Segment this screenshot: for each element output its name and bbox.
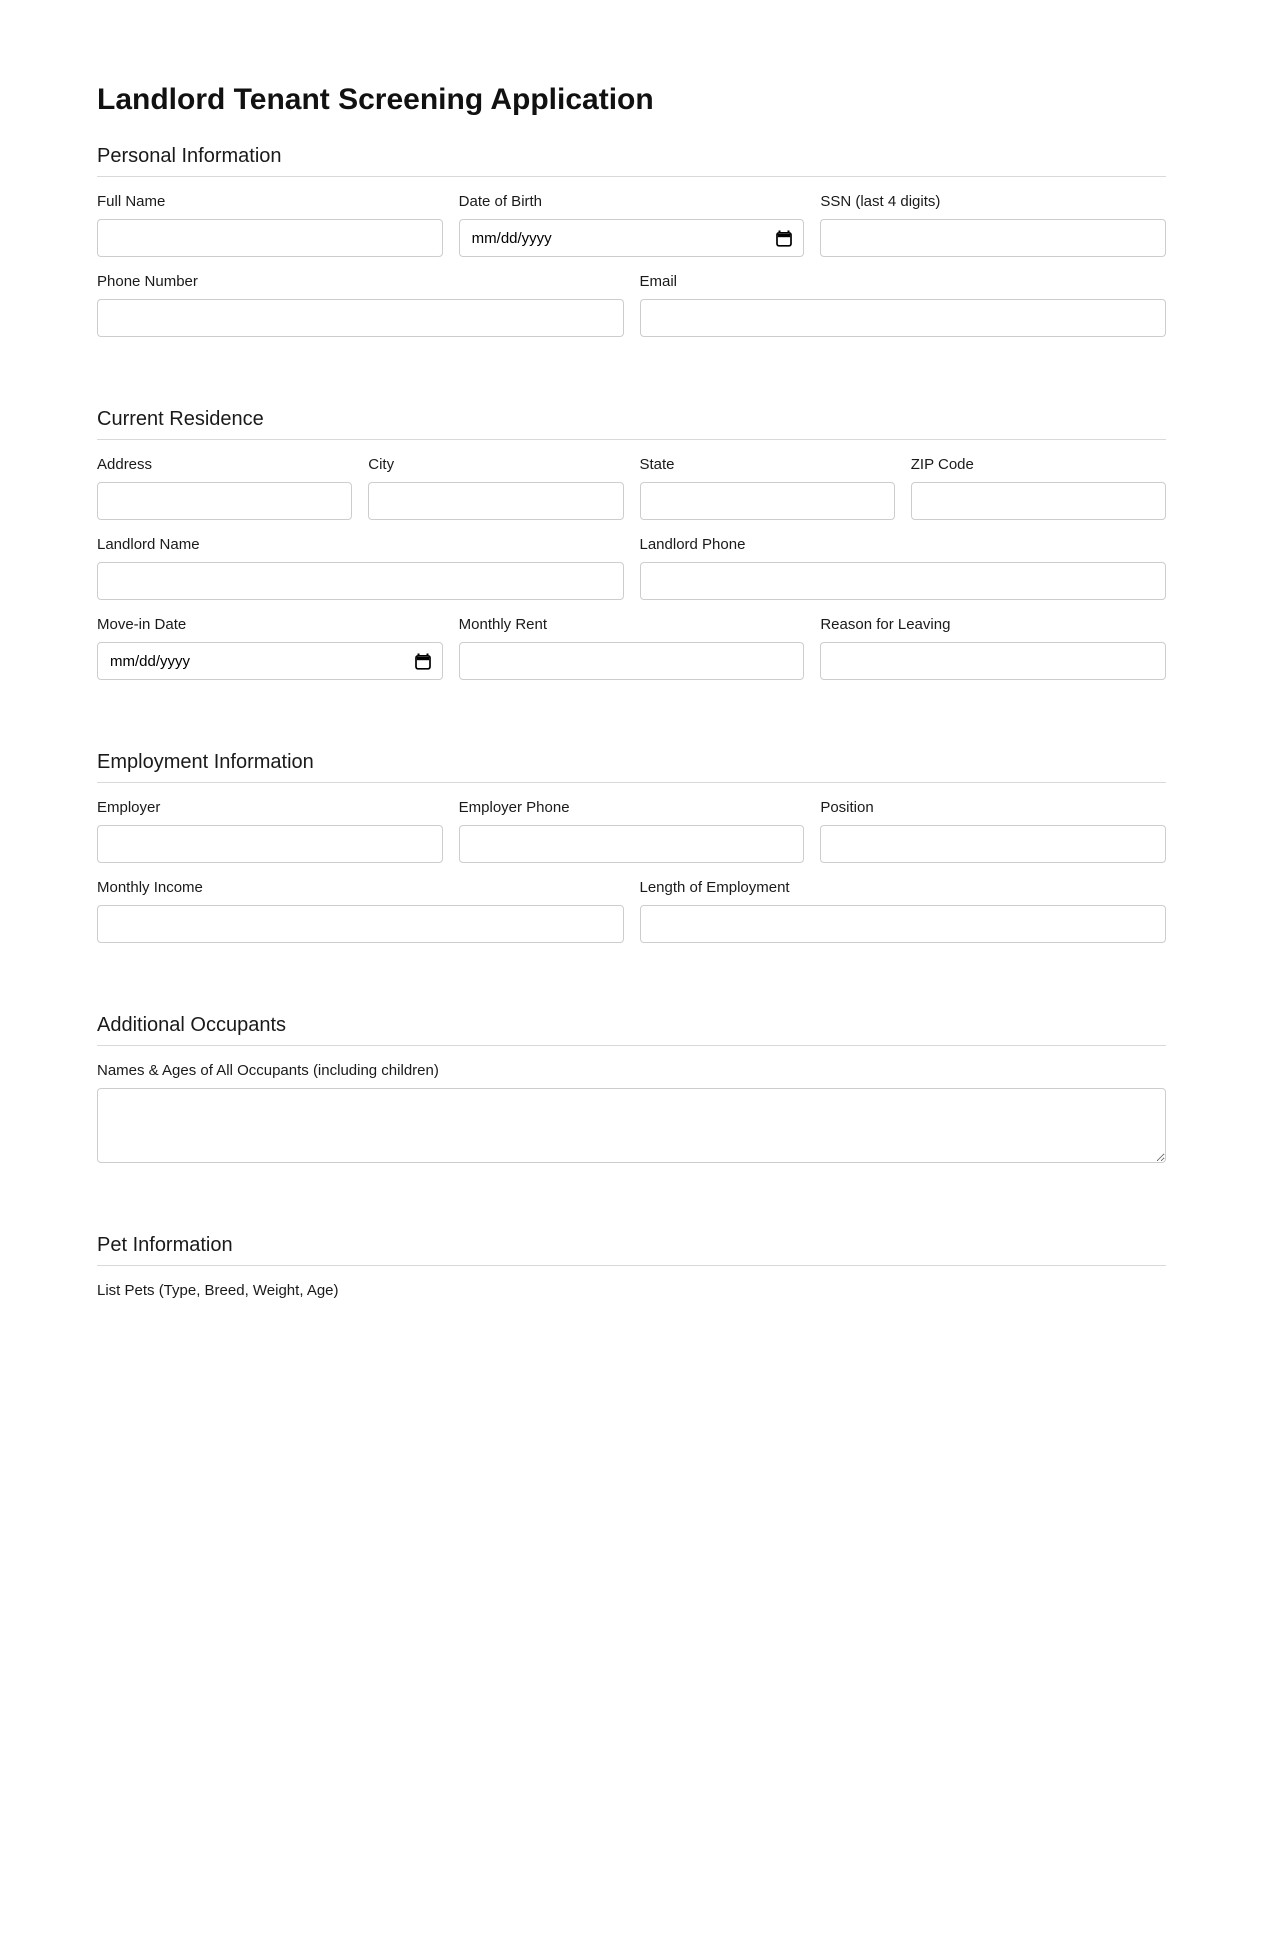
position-field (820, 783, 1166, 863)
full-name-field (97, 177, 443, 257)
email-input[interactable] (640, 299, 1167, 337)
landlord-name-label: Landlord Name (97, 536, 200, 553)
employer-phone-label: Employer Phone (458, 799, 570, 816)
zip-field (911, 440, 1166, 520)
landlord-name-input[interactable] (97, 562, 624, 600)
page-title: Landlord Tenant Screening Application (97, 83, 654, 116)
form-container (97, 0, 1166, 1299)
full-name-label: Full Name (97, 193, 166, 210)
email-label: Email (639, 273, 678, 290)
monthly-rent-input[interactable] (459, 642, 805, 680)
occupants-names-textarea[interactable] (97, 1088, 1166, 1163)
state-field (640, 440, 895, 520)
occupants-heading: Additional Occupants (97, 1013, 1166, 1046)
state-input[interactable] (640, 482, 895, 520)
ssn-field (820, 177, 1166, 257)
move-in-label: Move-in Date (97, 616, 187, 633)
ssn-input[interactable] (820, 219, 1166, 257)
list-pets-field (97, 1282, 1166, 1299)
occupants-names-label: Names & Ages of All Occupants (including children) (97, 1062, 439, 1079)
landlord-name-field (97, 520, 624, 600)
address-field (97, 440, 352, 520)
address-input[interactable] (97, 482, 352, 520)
section-residence (97, 407, 1166, 680)
phone-input[interactable] (97, 299, 624, 337)
length-of-employment-field (640, 863, 1167, 943)
dob-input[interactable] (459, 219, 805, 257)
reason-for-leaving-input[interactable] (820, 642, 1166, 680)
phone-label: Phone Number (97, 273, 198, 290)
employer-label: Employer (97, 799, 161, 816)
move-in-value-text: mm/dd/yyyy (110, 652, 191, 670)
city-label: City (368, 456, 395, 473)
list-pets-label: List Pets (Type, Breed, Weight, Age) (97, 1282, 339, 1299)
landlord-phone-label: Landlord Phone (639, 536, 746, 553)
reason-for-leaving-field (820, 600, 1166, 680)
employer-phone-input[interactable] (459, 825, 805, 863)
section-employment (97, 750, 1166, 943)
address-label: Address (97, 456, 153, 473)
section-pets (97, 1233, 1166, 1299)
monthly-income-label: Monthly Income (97, 879, 203, 896)
section-personal (97, 144, 1166, 337)
ssn-label: SSN (last 4 digits) (820, 193, 941, 210)
length-of-employment-input[interactable] (640, 905, 1167, 943)
landlord-phone-input[interactable] (640, 562, 1167, 600)
calendar-icon[interactable] (415, 653, 431, 670)
monthly-income-field (97, 863, 624, 943)
city-input[interactable] (368, 482, 623, 520)
dob-value-text: mm/dd/yyyy (471, 229, 552, 247)
residence-heading: Current Residence (97, 407, 1166, 440)
employer-input[interactable] (97, 825, 443, 863)
move-in-field (97, 600, 443, 680)
position-input[interactable] (820, 825, 1166, 863)
calendar-icon[interactable] (776, 230, 792, 247)
email-field (640, 257, 1167, 337)
section-occupants (97, 1013, 1166, 1163)
length-of-employment-label: Length of Employment (639, 879, 790, 896)
employer-phone-field (459, 783, 805, 863)
monthly-rent-field (459, 600, 805, 680)
personal-heading: Personal Information (97, 144, 1166, 177)
employer-field (97, 783, 443, 863)
city-field (368, 440, 623, 520)
phone-field (97, 257, 624, 337)
landlord-phone-field (640, 520, 1167, 600)
monthly-income-input[interactable] (97, 905, 624, 943)
reason-for-leaving-label: Reason for Leaving (820, 616, 951, 633)
zip-label: ZIP Code (910, 456, 974, 473)
move-in-input[interactable] (97, 642, 443, 680)
dob-field (459, 177, 805, 257)
monthly-rent-label: Monthly Rent (458, 616, 548, 633)
pets-heading: Pet Information (97, 1233, 1166, 1266)
position-label: Position (820, 799, 874, 816)
full-name-input[interactable] (97, 219, 443, 257)
occupants-names-field (97, 1062, 1166, 1163)
state-label: State (639, 456, 675, 473)
zip-input[interactable] (911, 482, 1166, 520)
employment-heading: Employment Information (97, 750, 1166, 783)
dob-label: Date of Birth (458, 193, 543, 210)
